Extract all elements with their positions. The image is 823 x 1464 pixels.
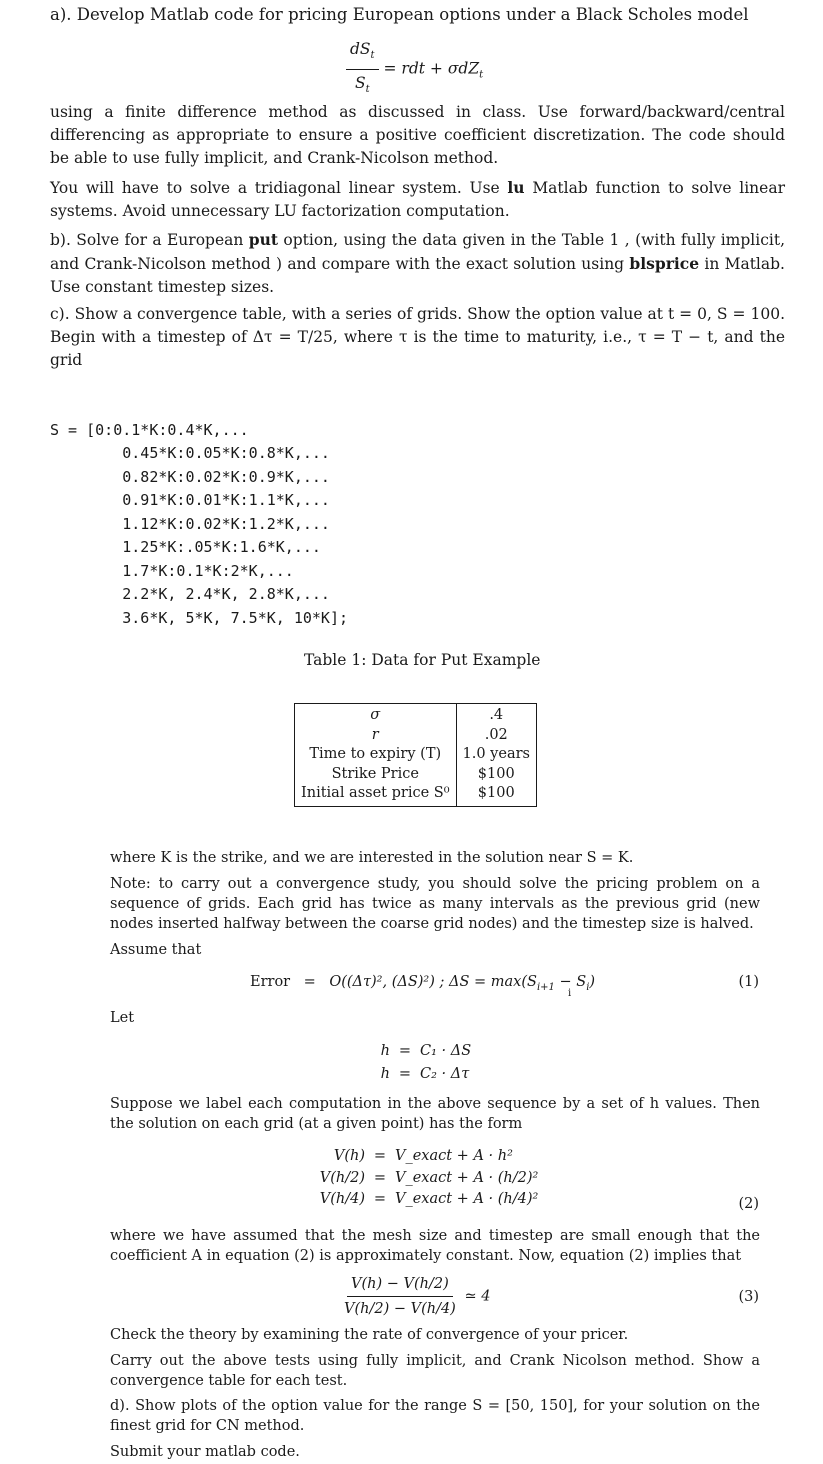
code-line: 0.45*K:0.05*K:0.8*K,...: [50, 444, 330, 462]
check-text: Check the theory by examining the rate of convergence of your pricer.: [110, 1327, 629, 1343]
table-row: [295, 704, 537, 726]
code-line: S = [0:0.1*K:0.4*K,...: [50, 420, 249, 439]
table-value: .02: [456, 726, 536, 746]
table-value: $100: [456, 765, 536, 785]
part-a-heading: a). Develop Matlab code for pricing European options under a Black Scholes model: [50, 5, 749, 24]
submit-text: Submit your matlab code.: [110, 1444, 300, 1460]
table-caption: Table 1: Data for Put Example: [304, 651, 541, 669]
code-line: 2.2*K, 2.4*K, 2.8*K,...: [50, 585, 330, 603]
table-value: 1.0 years: [456, 745, 536, 765]
table-label: Initial asset price S⁰: [295, 784, 457, 806]
table-label: Time to expiry (T): [295, 745, 457, 765]
code-line: 3.6*K, 5*K, 7.5*K, 10*K];: [50, 608, 349, 627]
put-data-table: [294, 703, 537, 807]
assume-text: Assume that: [110, 942, 202, 958]
part-b-paragraph: b). Solve for a European put option, using the data given in the Table 1 , (with fully implicit, and Crank-Nicolson method ) and compare with the exact solution using blsprice in Matlab. Use constant timestep sizes.: [50, 230, 785, 296]
part-a-paragraph-2: You will have to solve a tridiagonal linear system. Use lu Matlab function to solve linear systems. Avoid unnecessary LU factorization computation.: [50, 178, 785, 220]
equation-number-1: (1): [738, 974, 759, 990]
where-k-text: where K is the strike, and we are interested in the solution near S = K.: [110, 850, 634, 866]
note-text: Note: to carry out a convergence study, you should solve the pricing problem on a sequence of grids. Each grid has twice as many intervals as the previous grid (new nodes inserted halfway between the coarse grid nodes) and the timestep size is halved.: [110, 876, 760, 932]
equation-number-2: (2): [738, 1196, 759, 1212]
code-line: 1.25*K:.05*K:1.6*K,...: [50, 538, 321, 556]
max-subscript: i: [568, 988, 572, 999]
h-equations: h h = = C₁ · ΔS C₂ · Δτ: [380, 1043, 472, 1082]
table-row: [295, 784, 537, 806]
table-row: [295, 765, 537, 785]
table-label: r: [295, 726, 457, 746]
table-label: σ: [295, 704, 457, 726]
suppose-text: Suppose we label each computation in the above sequence by a set of h values. Then the solution on each grid (at a given point) has the form: [110, 1096, 760, 1132]
assumed-text: where we have assumed that the mesh size and timestep are small enough that the coefficient A in equation (2) is approximately constant. Now, equation (2) implies that: [110, 1228, 760, 1264]
ratio-equation: $\frac{V(h) - V(h/2)}{V(h/2) - V(h/4)}$ ≃ 4: [344, 1276, 491, 1317]
table-value: .4: [456, 704, 536, 726]
sde-equation: $\frac{dS_t}{S_t}$ = rdt + σdZ$_t$: [346, 38, 483, 101]
part-a-paragraph-1: using a finite difference method as discussed in class. Use forward/backward/central differencing as appropriate to ensure a positive coefficient discretization. The code should be able to use fully implicit, and Crank-Nicolson method.: [50, 103, 785, 167]
carry-text: Carry out the above tests using fully implicit, and Crank Nicolson method. Show a convergence table for each test.: [110, 1353, 760, 1389]
error-equation: Error = O((Δτ)², (ΔS)²) ; $\Delta S = \max(S_{i+1} - S_i)$: [250, 974, 596, 993]
part-d-text: d). Show plots of the option value for the range S = [50, 150], for your solution on the finest grid for CN method.: [110, 1398, 760, 1434]
code-line: 0.91*K:0.01*K:1.1*K,...: [50, 491, 330, 509]
equation-number-3: (3): [738, 1289, 759, 1305]
table-label: Strike Price: [295, 765, 457, 785]
let-text: Let: [110, 1010, 135, 1026]
grid-code-block: [50, 395, 348, 630]
code-line: 1.12*K:0.02*K:1.2*K,...: [50, 514, 330, 533]
table-row: [295, 745, 537, 765]
code-line: 1.7*K:0.1*K:2*K,...: [50, 561, 294, 580]
code-line: 0.82*K:0.02*K:0.9*K,...: [50, 467, 330, 486]
part-c-paragraph: c). Show a convergence table, with a series of grids. Show the option value at t = 0, S = 100. Begin with a timestep of Δτ = T/25, where τ is the time to maturity, i.e., τ = T − t, and the grid: [50, 305, 785, 369]
table-row: [295, 726, 537, 746]
table-value: $100: [456, 784, 536, 806]
v-equations: V(h) V(h/2) V(h/4) = = = V_exact + A · h² V_exact + A · (h/2)² V_exact + A · (h/4)²: [319, 1148, 539, 1207]
